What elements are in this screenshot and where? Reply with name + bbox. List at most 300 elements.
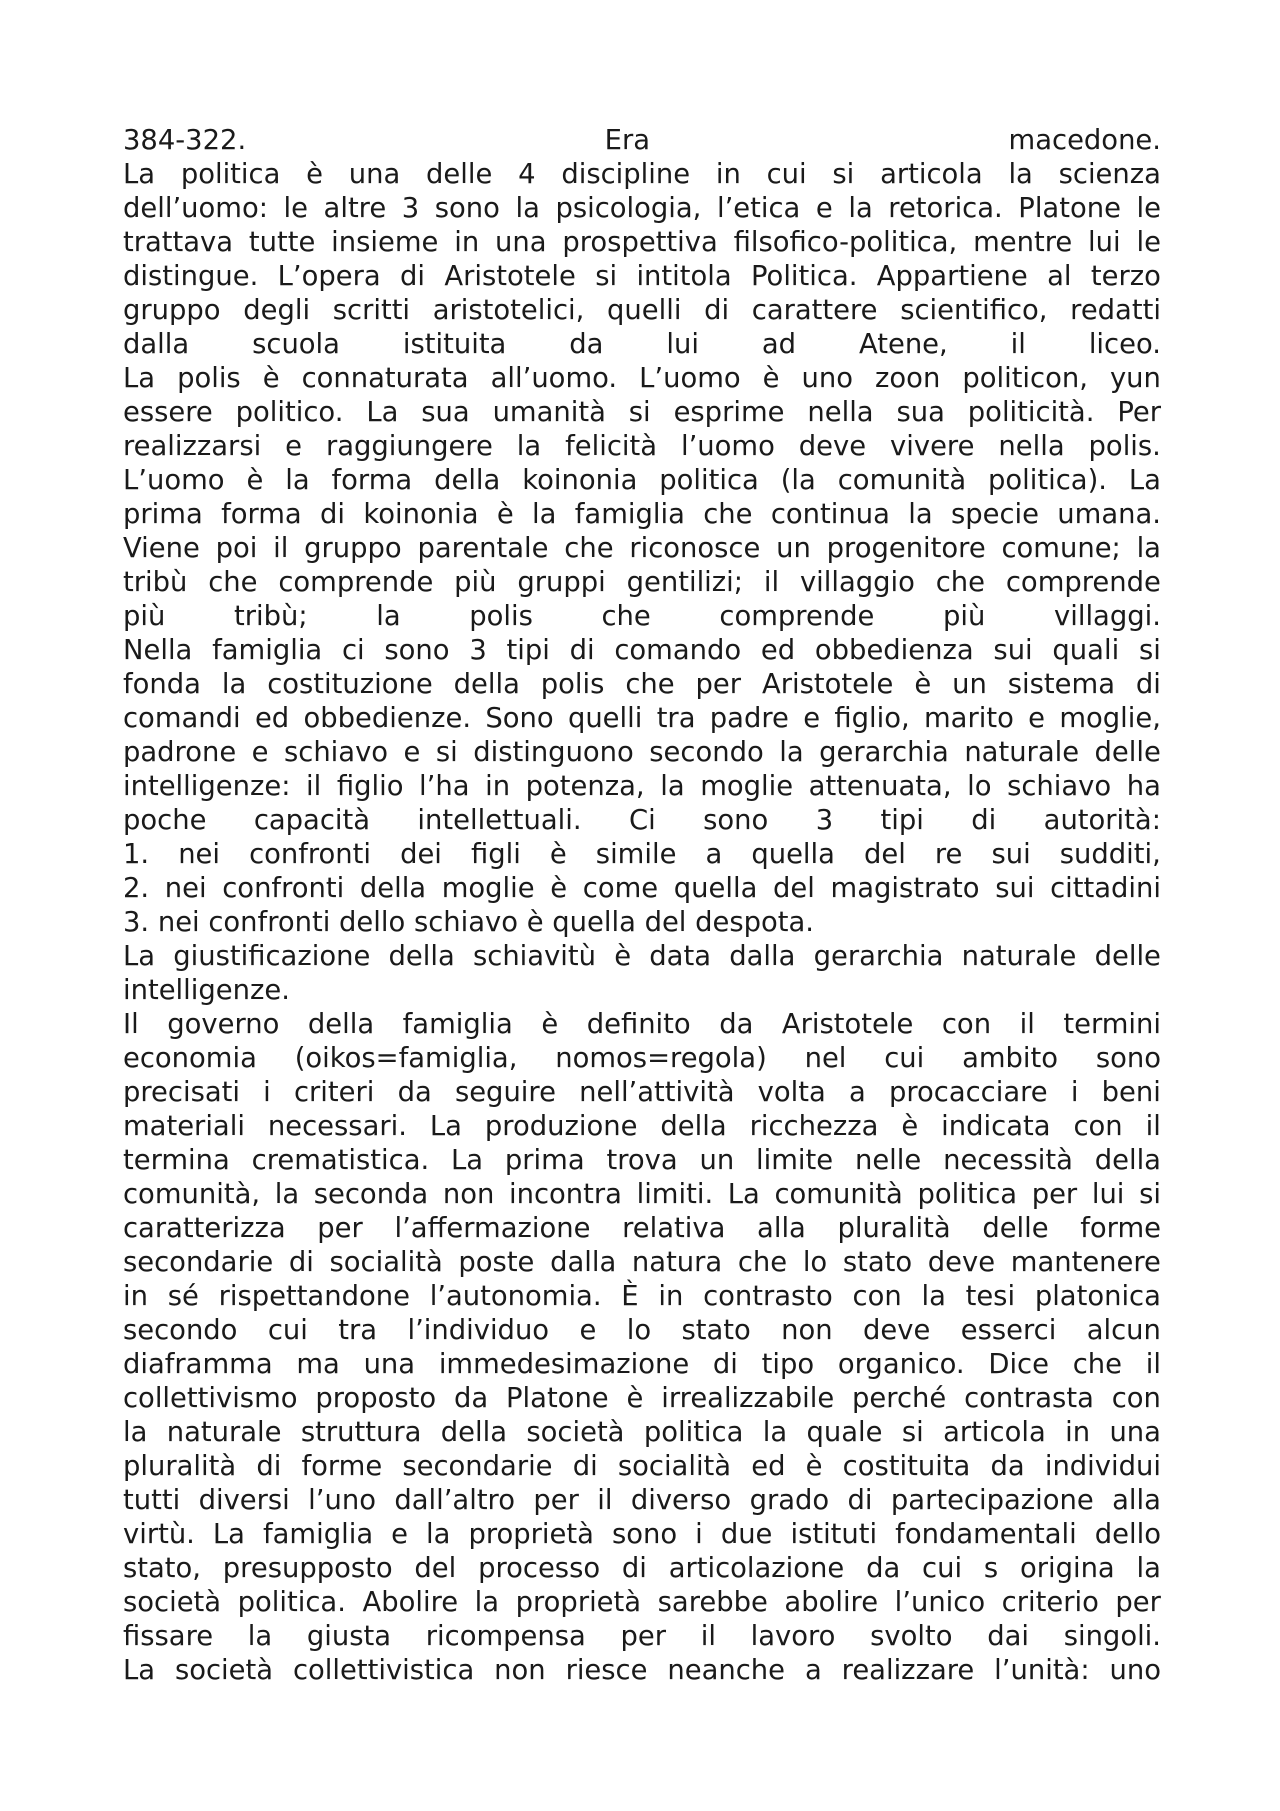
word: l’unico [894,1587,986,1618]
word: moglie [441,873,535,904]
word: la [515,193,540,224]
word: sui [995,873,1035,904]
word: sui [991,839,1031,870]
word: diversi [198,1485,290,1516]
word: 4 [518,159,536,190]
word: partecipazione [890,1485,1094,1516]
word: vivere [890,431,975,462]
word: nel [804,1043,847,1074]
word: attenuata, [808,771,952,802]
word: la [221,669,247,700]
word: alla [1112,1485,1161,1516]
word: sono [384,635,450,666]
word: di [621,1553,647,1584]
word: koinonia [522,465,638,496]
word: distinguono [473,737,634,768]
word: governo [167,1009,280,1040]
word: e [391,1519,409,1550]
word: dei [400,839,442,870]
word: è [626,1383,644,1414]
text-line [123,532,1161,566]
word: forme [301,1451,383,1482]
text-line [123,1008,1161,1042]
word: dalla [550,1247,617,1278]
word: il [763,567,780,598]
word: sono [703,805,769,836]
word: trattava [123,227,234,258]
word: redatti [1070,295,1161,326]
word: procacciare [888,1077,1048,1108]
word: La [429,1111,462,1142]
word: Politica. [751,261,858,292]
word: quelli [567,703,643,734]
word: raggiungere [325,431,493,462]
word: prima [504,1145,585,1176]
word: scritti [332,295,411,326]
word: costituzione [267,669,433,700]
word: per [695,669,742,700]
word: e [251,737,269,768]
word: secondo [123,1315,238,1346]
word: La [1128,465,1161,496]
text-line [123,668,1161,702]
word: che [208,567,258,598]
word: sua [896,397,945,428]
word: il [1019,1009,1035,1040]
text-line [123,1348,1161,1382]
word: dai [987,1621,1029,1652]
word: della [434,465,501,496]
word: con [1111,1383,1161,1414]
text-line [123,1620,1161,1654]
word: grado [749,1485,830,1516]
word: si [595,261,618,292]
word: sui [993,635,1033,666]
word: l’uomo [680,431,775,462]
word: lo [626,1315,652,1346]
word: scienza [1058,159,1161,190]
word: natura [631,1247,723,1278]
word: umana. [1057,499,1161,530]
word: l’autonomia. [429,1281,602,1312]
word: di [569,635,595,666]
word: delle [1094,737,1161,768]
word: che [1072,1349,1122,1380]
word: macedone. [1008,125,1161,156]
word: dalla [123,329,190,360]
word: lo [802,1247,828,1278]
word: Nella [123,635,193,666]
word: tutte [248,227,316,258]
word: La [123,941,156,972]
word: distingue. [123,261,259,292]
word: tribù; [233,601,308,632]
word: stato [681,1315,751,1346]
word: sé [167,1281,199,1312]
word: potenza, [525,771,645,802]
word: gerarchia [813,941,944,972]
word: l’individuo [407,1315,550,1346]
word: socialità [329,1247,443,1278]
word: per [1031,1179,1078,1210]
text-line [123,1416,1161,1450]
word: gruppo [304,533,402,564]
word: L’uomo [639,363,741,394]
word: dalla [729,941,796,972]
word: la [516,431,542,462]
text-line [123,362,1161,396]
word: indicata [941,1111,1051,1142]
word: l’ha [419,771,470,802]
word: limite [756,1145,834,1176]
word: politicità. [967,397,1095,428]
word: ed [760,635,796,666]
word: struttura [300,1417,422,1448]
word: polis [469,601,533,632]
word: cittadini [1050,873,1161,904]
word: è [914,669,932,700]
word: la [1008,159,1033,190]
text-line [123,226,1161,260]
word: La [366,397,399,428]
word: il [1145,1349,1161,1380]
word: è [246,465,264,496]
word: cui [922,1553,963,1584]
word: yun [1109,363,1161,394]
word: a [848,1077,866,1108]
word: e [403,737,421,768]
word: organico. [837,1349,965,1380]
word: politicon, [962,363,1088,394]
word: poi [215,533,258,564]
word: quelli [607,295,682,326]
word: (oikos=famiglia, [294,1043,518,1074]
word: quali [1052,635,1120,666]
word: si [832,159,855,190]
word: virtù. [123,1519,195,1550]
word: più [943,601,986,632]
word: una [348,159,401,190]
text-line [123,1178,1161,1212]
word: è [614,941,632,972]
word: figlio, [834,703,910,734]
word: giustificazione [173,941,371,972]
word: la [247,1621,273,1652]
word: politica [643,1417,744,1448]
word: figlio [336,771,404,802]
word: da [866,1553,901,1584]
word: s [983,1553,999,1584]
text-line [123,838,1161,872]
word: Abolire [362,1587,459,1618]
word: è [762,363,780,394]
word: re [934,839,963,870]
word: di [288,1247,314,1278]
word: nelle [854,1145,922,1176]
word: progenitore [826,533,986,564]
word: la [848,193,873,224]
word: intitola [636,261,732,292]
word: la [908,499,933,530]
word: è [805,1451,823,1482]
text-line [123,940,1161,974]
word: che [564,533,614,564]
word: È [621,1281,639,1312]
word: (la [780,465,816,496]
word: tipi [880,805,924,836]
word: scientifico, [900,295,1048,326]
word: di [1135,669,1161,700]
document-body-text [123,124,1161,1688]
word: obbedienze. [303,703,472,734]
word: L’opera [277,261,381,292]
word: ambito [962,1043,1059,1074]
word: di [704,295,730,326]
word: psicologia, [555,193,702,224]
word: stato, [123,1553,201,1584]
word: fissare [123,1621,214,1652]
word: il [597,1485,613,1516]
text-line [123,736,1161,770]
word: della [660,1111,727,1142]
word: di [320,499,346,530]
word: confronti [249,839,372,870]
word: processo [478,1553,601,1584]
word: prima [123,499,203,530]
word: tra [338,1315,378,1346]
word: esprime [673,397,785,428]
word: di [971,805,997,836]
text-line [123,1042,1161,1076]
word: irrealizzabile [661,1383,835,1414]
word: più [454,567,497,598]
word: del [414,1553,457,1584]
word: fondamentali [895,1519,1077,1550]
word: la [1136,533,1161,564]
word: riconosce [629,533,761,564]
word: collettivistica [292,1655,475,1686]
word: carattere [751,295,878,326]
text-line [123,158,1161,192]
word: trova [606,1145,678,1176]
word: che [625,669,675,700]
word: discipline [561,159,691,190]
text-line [123,1450,1161,1484]
word: gentilizi; [626,567,744,598]
word: essere [123,397,213,428]
word: la [426,1519,451,1550]
word: le [283,193,308,224]
text-line [123,294,1161,328]
word: L’uomo [123,465,225,496]
word: contrasta [964,1383,1094,1414]
word: il [306,771,322,802]
word: comandi [123,703,241,734]
word: mantenere [1010,1247,1161,1278]
word: lo [967,771,992,802]
word: moglie [700,771,794,802]
word: con [1073,1111,1123,1142]
word: da [397,1077,432,1108]
word: naturale [961,941,1077,972]
text-line [123,1280,1161,1314]
word: è [901,1111,919,1142]
word: una [1109,1417,1161,1448]
word: alla [757,1213,806,1244]
word: Per [1117,397,1161,428]
word: ricchezza [749,1111,879,1142]
word: proposto [315,1383,437,1414]
word: immedesimazione [438,1349,690,1380]
text-line [123,1314,1161,1348]
word: 384-322. [123,125,247,156]
word: della [453,669,520,700]
text-line [123,1076,1161,1110]
word: e [815,193,833,224]
word: termina [123,1145,230,1176]
word: del [773,873,815,904]
word: che [935,567,986,598]
word: per [1115,1587,1161,1618]
word: a [705,839,723,870]
word: sarebbe [657,1587,768,1618]
word: necessità [943,1145,1073,1176]
word: deve [863,1315,931,1346]
word: è [541,1009,559,1040]
word: della [307,1009,375,1040]
word: comunità, [123,1179,261,1210]
word: il [1010,329,1026,360]
word: società [174,1655,274,1686]
text-line [123,1654,1161,1688]
word: tesi [965,1281,1016,1312]
word: zoon [875,363,941,394]
word: La [123,159,156,190]
word: nomos=regola) [555,1043,767,1074]
word: deve [927,1247,996,1278]
word: gruppo [123,295,221,326]
word: specie [950,499,1039,530]
word: svolto [870,1621,953,1652]
word: polis [540,669,605,700]
word: secondo [649,737,764,768]
word: koinonia [363,499,479,530]
word: lui [666,329,699,360]
word: delle [1094,941,1161,972]
word: cui [267,1315,308,1346]
word: uno [1109,1655,1161,1686]
word: la [123,1417,148,1448]
word: la [376,601,401,632]
word: Dice [988,1349,1049,1380]
word: sono [1095,1043,1161,1074]
word: proprietà [468,1519,594,1550]
word: 3 [815,805,834,836]
word: lui [1088,227,1121,258]
word: comunità [837,465,967,496]
word: della [440,1417,508,1448]
word: nella [998,431,1065,462]
word: tra [656,703,696,734]
word: padrone [123,737,237,768]
word: contrasto [703,1281,833,1312]
word: abolire [784,1587,879,1618]
word: articola [880,159,983,190]
word: proprietà [515,1587,642,1618]
word: le [1136,193,1161,224]
word: magistrato [830,873,980,904]
word: è [549,839,567,870]
word: comprende [1005,567,1161,598]
word: intellettuali. [417,805,582,836]
word: esserci [960,1315,1057,1346]
text-line [123,872,1161,906]
word: Sono [485,703,554,734]
word: ad [761,329,797,360]
word: diaframma [123,1349,273,1380]
word: materiali [123,1111,245,1142]
word: istituti [790,1519,878,1550]
word: i [263,1077,271,1108]
text-line [123,328,1161,362]
word: 1. [123,839,150,870]
word: umanità [492,397,606,428]
word: le [1136,227,1161,258]
word: politica [659,465,759,496]
word: Viene [123,533,200,564]
text-line [123,1144,1161,1178]
word: La [212,1519,245,1550]
word: sudditi, [1059,839,1161,870]
word: forma [221,499,302,530]
word: capacità [253,805,371,836]
word: pluralità [837,1213,951,1244]
word: Aristotele [761,669,894,700]
word: fonda [123,669,201,700]
word: i [695,1519,703,1550]
word: è [550,873,568,904]
word: caratterizza [123,1213,286,1244]
word: non [442,1179,495,1210]
word: naturale [964,737,1080,768]
word: l’uno [308,1485,376,1516]
word: alcun [1086,1315,1161,1346]
text-line [123,1586,1161,1620]
word: Aristotele [781,1009,914,1040]
word: ha [1126,771,1161,802]
word: politico. [235,397,344,428]
word: la [274,1179,300,1210]
word: singoli. [1063,1621,1161,1652]
word: il [273,533,289,564]
word: dall’altro [394,1485,515,1516]
word: di [572,1451,598,1482]
word: e [1028,703,1046,734]
text-line: intelligenze. [123,975,290,1006]
word: con [941,1009,992,1040]
word: comprende [278,567,434,598]
word: criteri [293,1077,375,1108]
word: la [779,737,804,768]
word: beni [1101,1077,1161,1108]
word: schiavitù [472,941,596,972]
word: stato [842,1247,913,1278]
word: tipo [761,1349,815,1380]
word: comando [614,635,742,666]
word: in [485,771,511,802]
word: società [526,1417,625,1448]
word: liceo. [1088,329,1161,360]
